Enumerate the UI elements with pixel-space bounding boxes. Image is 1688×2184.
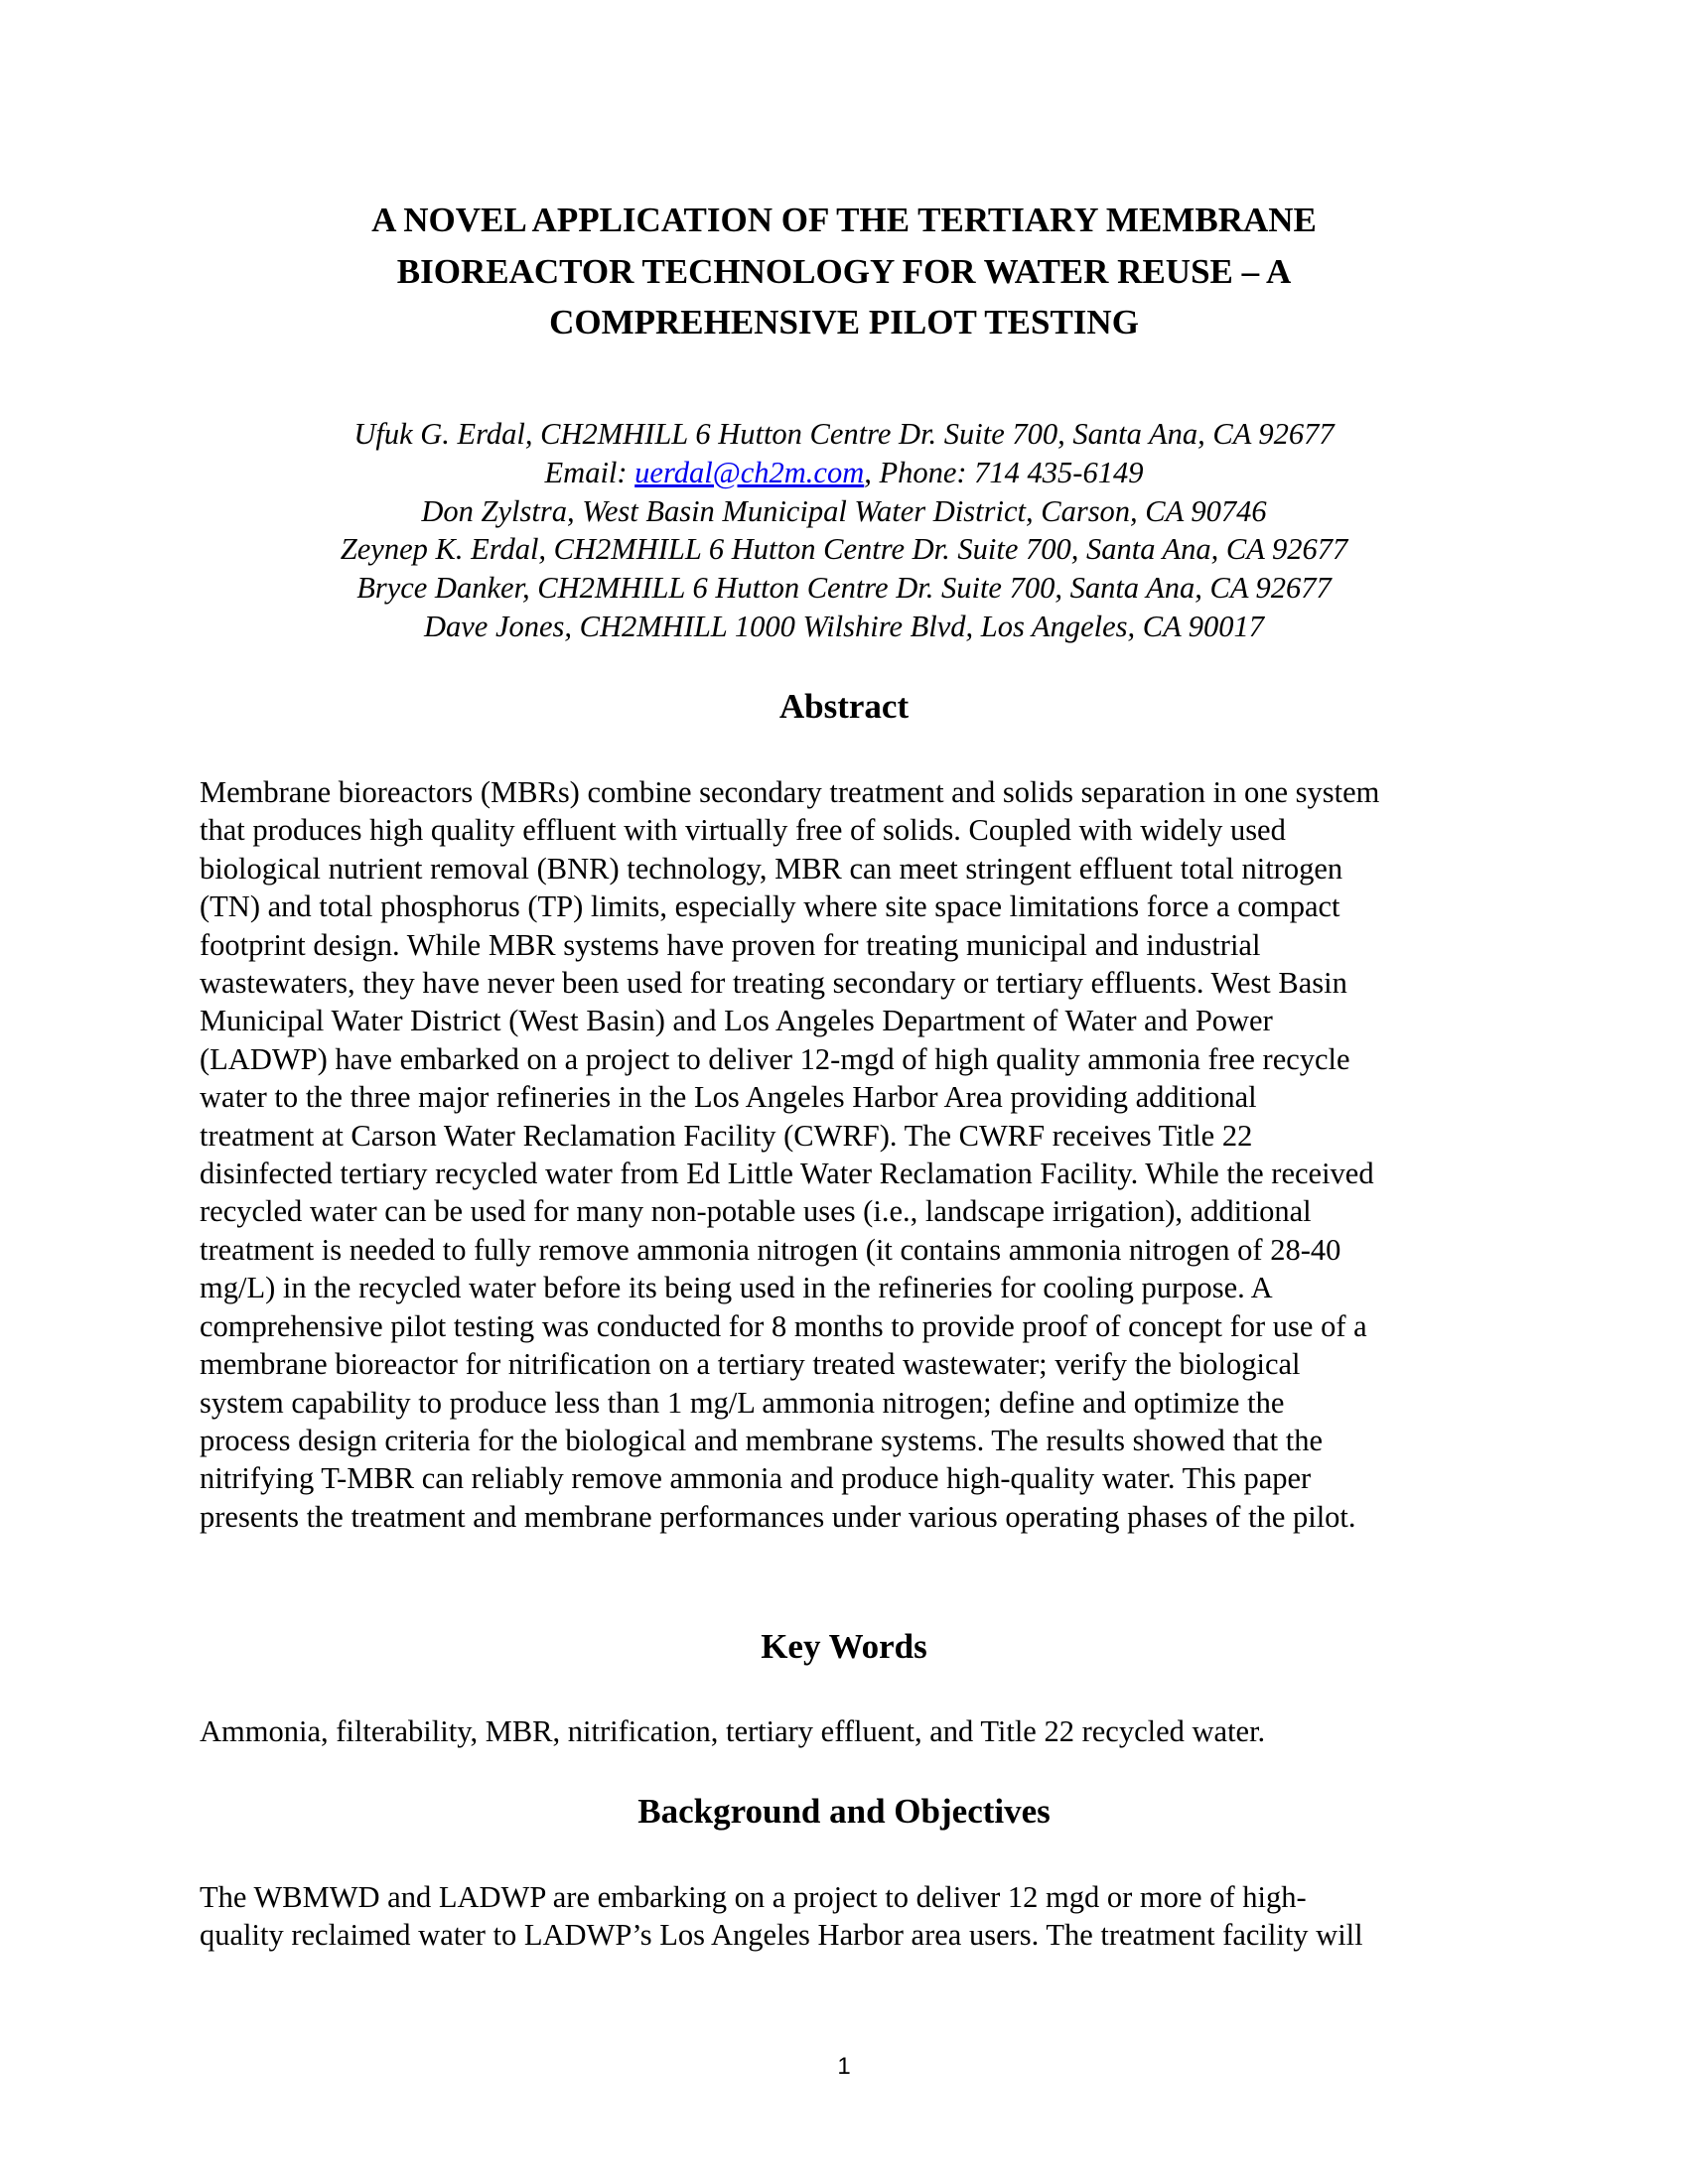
text-line: process design criteria for the biological and membrane systems. The results showed that the: [200, 1423, 1324, 1457]
text-line: mg/L) in the recycled water before its being used in the refineries for cooling purpose. A: [200, 1271, 1273, 1305]
text-line: Municipal Water District (West Basin) and Los Angeles Department of Water and Power: [200, 1004, 1273, 1038]
text-line: water to the three major refineries in the Los Angeles Harbor Area providing additional: [200, 1080, 1257, 1115]
abstract-heading: Abstract: [778, 687, 910, 726]
keywords-heading: Key Words: [761, 1627, 927, 1666]
text-line: that produces high quality effluent with virtually free of solids. Coupled with widely used: [200, 813, 1286, 848]
text-line: system capability to produce less than 1 mg/L ammonia nitrogen; define and optimize the: [200, 1385, 1285, 1420]
email-label: Email:: [544, 455, 635, 489]
author-line: Dave Jones, CH2MHILL 1000 Wilshire Blvd, Los Angeles, CA 90017: [423, 609, 1265, 643]
text-line: biological nutrient removal (BNR) technology, MBR can meet stringent effluent total nitrogen: [200, 851, 1343, 886]
title-line: BIOREACTOR TECHNOLOGY FOR WATER REUSE – A: [396, 251, 1292, 291]
author-line: Ufuk G. Erdal, CH2MHILL 6 Hutton Centre Dr. Suite 700, Santa Ana, CA 92677: [353, 417, 1335, 451]
paper-title: [199, 195, 1489, 348]
email-link[interactable]: uerdal@ch2m.com: [634, 455, 865, 489]
text-line: (LADWP) have embarked on a project to deliver 12-mgd of high quality ammonia free recycle: [200, 1041, 1350, 1076]
text-line: Membrane bioreactors (MBRs) combine secondary treatment and solids separation in one system: [200, 775, 1380, 809]
keywords-line: Ammonia, filterability, MBR, nitrification, tertiary effluent, and Title 22 recycled water.: [200, 1714, 1266, 1748]
text-line: wastewaters, they have never been used for treating secondary or tertiary effluents. West Basin: [200, 966, 1347, 1001]
text-line: recycled water can be used for many non-potable uses (i.e., landscape irrigation), additional: [200, 1194, 1312, 1229]
text-line: The WBMWD and LADWP are embarking on a project to deliver 12 mgd or more of high-: [200, 1880, 1307, 1914]
text-line: (TN) and total phosphorus (TP) limits, especially where site space limitations force a compact: [200, 889, 1340, 924]
text-line: quality reclaimed water to LADWP’s Los Angeles Harbor area users. The treatment facility will: [200, 1918, 1363, 1953]
text-line: treatment at Carson Water Reclamation Facility (CWRF). The CWRF receives Title 22: [200, 1118, 1253, 1153]
text-line: treatment is needed to fully remove ammonia nitrogen (it contains ammonia nitrogen of 28-40: [200, 1232, 1341, 1267]
abstract-body: [200, 773, 1500, 1536]
contact-line: [199, 454, 1489, 492]
text-line: footprint design. While MBR systems have proven for treating municipal and industrial: [200, 927, 1261, 962]
text-line: nitrifying T-MBR can reliably remove ammonia and produce high-quality water. This paper: [200, 1461, 1312, 1496]
text-line: disinfected tertiary recycled water from Ed Little Water Reclamation Facility. While the received: [200, 1157, 1374, 1191]
title-line: COMPREHENSIVE PILOT TESTING: [549, 303, 1139, 341]
title-line: A NOVEL APPLICATION OF THE TERTIARY MEMBRANE: [371, 201, 1317, 239]
author-block: [199, 415, 1489, 646]
text-line: membrane bioreactor for nitrification on a tertiary treated wastewater; verify the biological: [200, 1347, 1301, 1382]
text-line: presents the treatment and membrane performances under various operating phases of the pilot.: [200, 1499, 1356, 1534]
text-line: comprehensive pilot testing was conducted for 8 months to provide proof of concept for use of a: [200, 1308, 1367, 1343]
author-line: Don Zylstra, West Basin Municipal Water District, Carson, CA 90746: [421, 493, 1267, 528]
background-heading: Background and Objectives: [637, 1792, 1051, 1831]
author-line: Zeynep K. Erdal, CH2MHILL 6 Hutton Centre Dr. Suite 700, Santa Ana, CA 92677: [340, 532, 1348, 567]
page-number: 1: [837, 2053, 851, 2080]
author-line: Bryce Danker, CH2MHILL 6 Hutton Centre Dr. Suite 700, Santa Ana, CA 92677: [356, 571, 1332, 606]
keywords-text: [200, 1712, 1500, 1750]
phone-text: , Phone: 714 435-6149: [864, 455, 1144, 489]
background-body: [200, 1878, 1500, 1955]
